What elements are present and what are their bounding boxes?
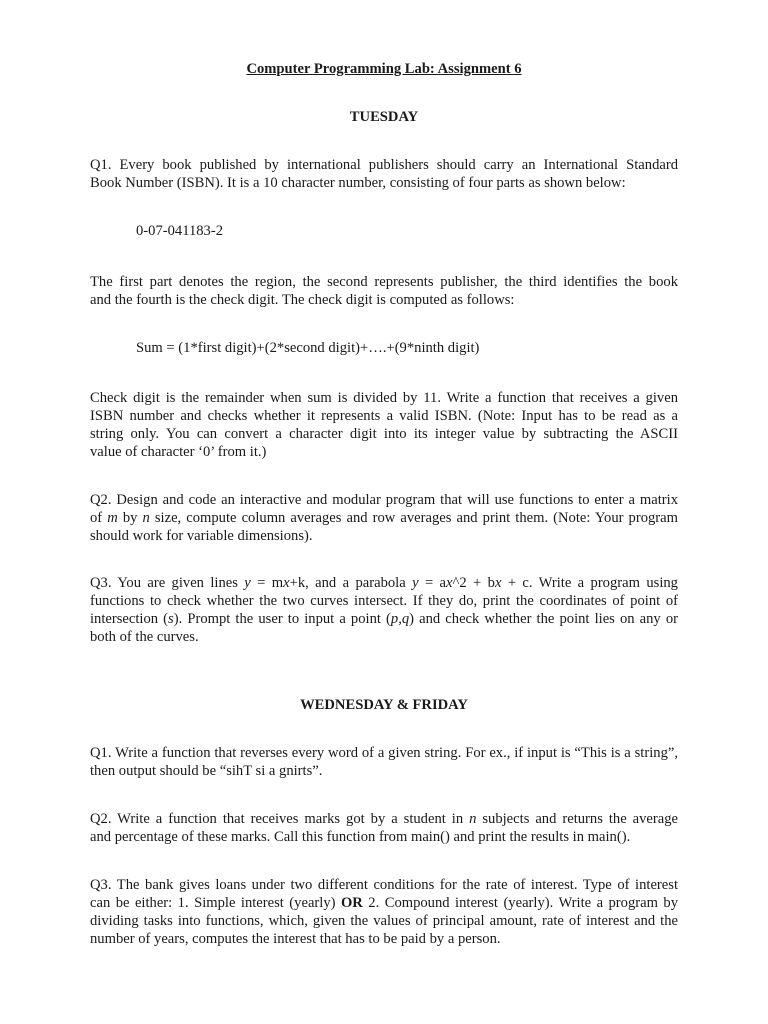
checksum-formula: Sum = (1*first digit)+(2*second digit)+….+(9*ninth digit): [136, 340, 480, 356]
tuesday-q3: Q3. You are given lines y = mx+k, and a parabola y = ax^2 + bx + c. Write a program using functions to check whether the two curves intersect. If they do, print the coordinates of point of intersection (s). Prompt the user to input a point (p,q) and check whether the point lies on any or both of the curves.: [90, 575, 678, 645]
wedfri-q3: Q3. The bank gives loans under two different conditions for the rate of interest. Type of interest can be either: 1. Simple interest (yearly) OR 2. Compound interest (yearly). Write a program by dividing tasks into functions, which, given the values of principal amount, rate of interest and the number of years, computes the interest that has to be paid by a person.: [90, 877, 678, 947]
wedfri-q1: Q1. Write a function that reverses every word of a given string. For ex., if input is “This is a string”, then output should be “sihT si a gnirts”.: [90, 745, 678, 779]
tuesday-q1-parts: The first part denotes the region, the second represents publisher, the third identifies the book and the fourth is the check digit. The check digit is computed as follows:: [90, 274, 678, 308]
document-title: Computer Programming Lab: Assignment 6: [246, 61, 522, 77]
isbn-example: 0-07-041183-2: [136, 223, 224, 239]
wedfri-q3-line2: can be either: 1. Simple interest (yearly) OR 2. Compound interest (yearly). Write a program by: [90, 895, 678, 911]
tuesday-q3-line3: intersection (s). Prompt the user to input a point (p,q) and check whether the point lies on any or: [90, 611, 678, 627]
tuesday-q3-line1: Q3. You are given lines y = mx+k, and a parabola y = ax^2 + bx + c. Write a program using: [90, 575, 678, 591]
tuesday-q1-intro: Q1. Every book published by international publishers should carry an International Standard Book Number (ISBN). It is a 10 character number, consisting of four parts as shown below:: [90, 157, 678, 191]
tuesday-q2-line2: of m by n size, compute column averages and row averages and print them. (Note: Your program: [90, 510, 678, 526]
section-heading-wednesday-friday: WEDNESDAY & FRIDAY: [300, 697, 468, 713]
tuesday-q1-task: Check digit is the remainder when sum is divided by 11. Write a function that receives a given ISBN number and checks whether it represents a valid ISBN. (Note: Input has to be read as a string only. You can convert a character digit into its integer value by subtracting the ASCII value of character ‘0’ from it.): [90, 390, 678, 460]
section-heading-tuesday: TUESDAY: [349, 109, 419, 125]
wedfri-q2-line1: Q2. Write a function that receives marks got by a student in n subjects and returns the average: [90, 811, 679, 827]
tuesday-q2: Q2. Design and code an interactive and modular program that will use functions to enter a matrix of m by n size, compute column averages and row averages and print them. (Note: Your program should work for variable dimensions).: [90, 492, 678, 544]
wedfri-q2: Q2. Write a function that receives marks got by a student in n subjects and returns the average and percentage of these marks. Call this function from main() and print the results in main().: [90, 811, 679, 845]
